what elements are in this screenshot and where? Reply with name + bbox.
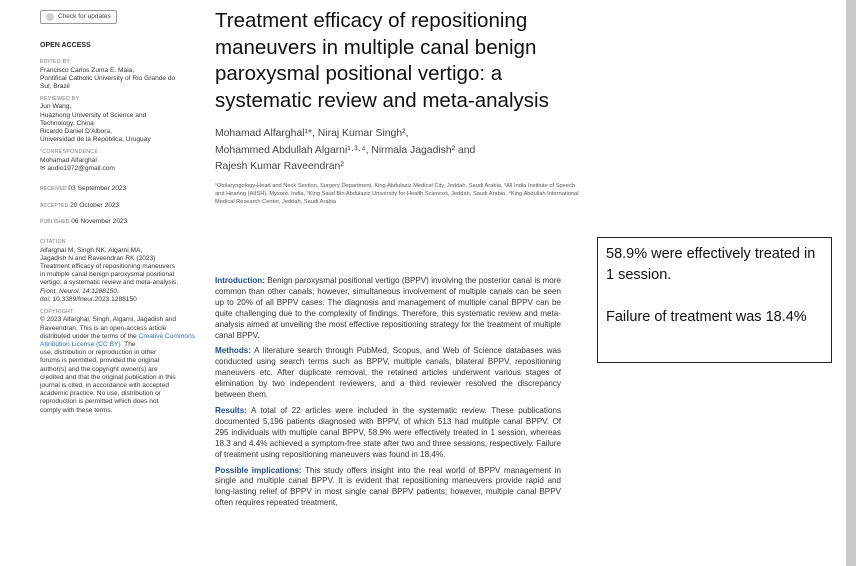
copyright-label: COPYRIGHT (40, 309, 74, 316)
abstract-methods: Methods: A literature search through PubMed, Scopus, and Web of Science databases was conducted using search terms such as BPPV, multiple canals, bilateral BPPV, repositioning maneuvers etc. After duplicate removal, the retained articles underwent various stages of elimination by two independent reviewers, and a third reviewer resolved the discrepancy between them. (215, 346, 561, 400)
correspondence: Mohamad Alfarghal ✉ audio1972@gmail.com (40, 156, 115, 172)
affiliations: ¹Otolaryngology-Head and Neck Section, Surgery Department, King Abdulaziz Medical City, Jeddah, Saudi Arabia, ²All India Institute of Speech and Hearing (AIISH), Mysore, India, ³King Saud Bin Abdulaziz University for Health Sciences, Jeddah, Saudi Arabia, ⁴King Abdullah International Medical Research Center, Jeddah, Saudi Arabia (215, 182, 579, 205)
edited-by-label: EDITED BY (40, 59, 71, 66)
accepted-date: ACCEPTED 20 October 2023 (40, 201, 120, 209)
abstract-introduction: Introduction: Benign paroxysmal positional vertigo (BPPV) involving the posterior canal is more common than other canals; however, simultaneous involvement of multiple canals can be seen up to 20% of all BPPV cases. The diagnosis and management of multiple canal BPPV can be quite challenging due to the complexity of findings. Therefore, this systematic review and meta-analysis aimed at unveiling the most effective repositioning strategy for the treatment of multiple canal BPPV. (215, 276, 561, 340)
callout-line-2: Failure of treatment was 18.4% (606, 309, 807, 325)
open-access-label: OPEN ACCESS (40, 42, 91, 50)
article-sidebar (40, 10, 205, 419)
citation: Alfarghal M, Singh NK, Algarni MA, Jagadish N and Raveendran RK (2023) Treatment efficacy of repositioning maneuvers in multiple canal benign paroxysmal positional vertigo: a systematic review and meta-analysis. Front. Neurol. 14:1288150. doi: 10.3389/fneur.2023.1288150 (40, 246, 179, 303)
summary-callout-box (597, 237, 832, 363)
check-updates-button[interactable] (40, 10, 117, 24)
callout-line-1: 58.9% were effectively treated in 1 session. (606, 246, 816, 283)
check-updates-label: Check for updates (58, 13, 111, 20)
abstract-implications: Possible implications: This study offers insight into the real world of BPPV management in single and multiple canal BPPV. It is evident that repositioning maneuvers provide rapid and long-lasting relief of BPPV in most single canal BPPV patients; however, multiple canal BPPV often requires repeated treatment, (215, 465, 561, 508)
abstract (215, 276, 561, 514)
copyright: © 2023 Alfarghal, Singh, Algarni, Jagadish and Raveendran. This is an open-access article distributed under the terms of the Creative Commons Attribution License (CC BY). The use, distribution or reproduction in other forums is permitted, provided the original author(s) and the copyright owner(s) are credited and that the original publication in this journal is cited, in accordance with accepted academic practice. No use, distribution or reproduction is permitted which does not comply with these terms. (40, 316, 196, 414)
article-header (215, 8, 580, 206)
citation-label: CITATION (40, 239, 66, 246)
authors-line-3: Rajesh Kumar Raveendran² (215, 161, 344, 172)
received-date: RECEIVED 03 September 2023 (40, 185, 127, 193)
cc-by-license-link[interactable]: Creative Commons Attribution License (CC BY). (40, 332, 196, 348)
author-list (215, 126, 580, 176)
reviewed-by-label: REVIEWED BY (40, 96, 80, 103)
dates (40, 177, 205, 234)
citation-doi[interactable]: doi: 10.3389/fneur.2023.1288150 (40, 295, 137, 303)
window-edge (846, 0, 856, 566)
edited-by: Francisco Carlos Zuma E. Maia, Pontifical Catholic University of Rio Grande do Sul, Brazil (40, 66, 176, 91)
authors-line-1: Mohamad Alfarghal¹*, Niraj Kumar Singh², (215, 128, 409, 139)
article-title: Treatment efficacy of repositioning maneuvers in multiple canal benign paroxysmal positional vertigo: a systematic review and meta-analysis (215, 9, 549, 112)
crossmark-icon (46, 13, 54, 21)
correspondence-label: *CORRESPONDENCE (40, 149, 99, 156)
reviewed-by: Jun Wang, Huazhong University of Science and Technology, China Ricardo Daniel D'Albora, Universidad de la República, Uruguay (40, 103, 151, 144)
abstract-results: Results: A total of 22 articles were included in the systematic review. These publications documented 5,196 patients diagnosed with BPPV, of which 513 had multiple canal BPPV. Of 295 individuals with multiple canal BPPV, 58.9% were effectively treated in 1 session, whereas 18.3 and 4.4% achieved a symptom-free state after two and three sessions, respectively. Failure of treatment using repositioning maneuvers was found in 18.4%. (215, 405, 561, 459)
authors-line-2: Mohammed Abdullah Algarni¹·³·⁴, Nirmala Jagadish² and (215, 144, 476, 156)
published-date: PUBLISHED 06 November 2023 (40, 218, 128, 226)
